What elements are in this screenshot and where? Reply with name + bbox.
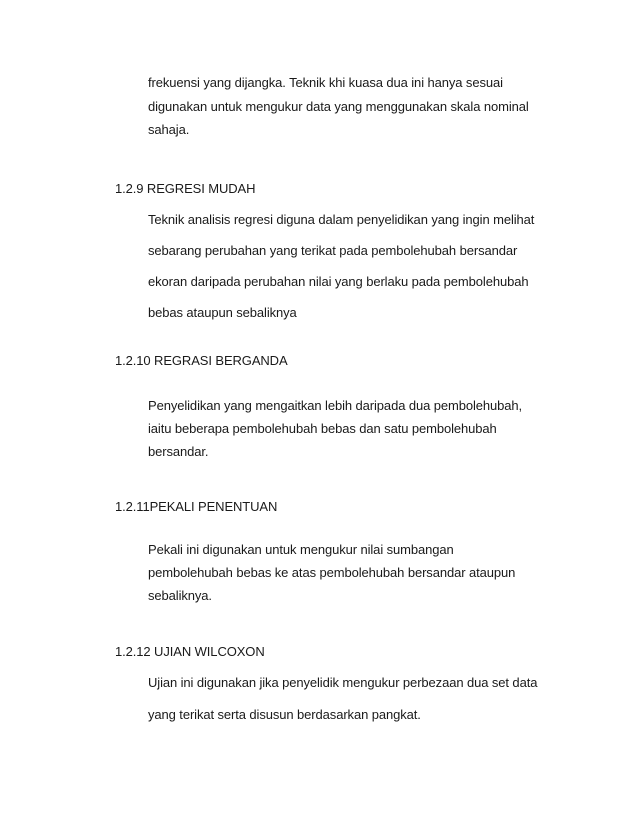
section-heading-regrasi-berganda: 1.2.10 REGRASI BERGANDA xyxy=(115,353,288,368)
pekali-penentuan-line-2: pembolehubah bebas ke atas pembolehubah bersandar ataupun xyxy=(148,565,516,580)
section-heading-regresi-mudah: 1.2.9 REGRESI MUDAH xyxy=(115,181,256,196)
regresi-mudah-line-1: Teknik analisis regresi diguna dalam penyelidikan yang ingin melihat xyxy=(148,212,535,227)
regrasi-berganda-line-1: Penyelidikan yang mengaitkan lebih daripada dua pembolehubah, xyxy=(148,398,523,413)
intro-line-3: sahaja. xyxy=(148,122,190,137)
intro-line-1: frekuensi yang dijangka. Teknik khi kuasa dua ini hanya sesuai xyxy=(148,75,503,90)
pekali-penentuan-line-1: Pekali ini digunakan untuk mengukur nilai sumbangan xyxy=(148,542,454,557)
regresi-mudah-line-4: bebas ataupun sebaliknya xyxy=(148,305,297,320)
section-heading-ujian-wilcoxon: 1.2.12 UJIAN WILCOXON xyxy=(115,644,265,659)
intro-line-2: digunakan untuk mengukur data yang menggunakan skala nominal xyxy=(148,99,529,114)
regresi-mudah-line-3: ekoran daripada perubahan nilai yang berlaku pada pembolehubah xyxy=(148,274,529,289)
regrasi-berganda-line-2: iaitu beberapa pembolehubah bebas dan satu pembolehubah xyxy=(148,421,497,436)
ujian-wilcoxon-line-1: Ujian ini digunakan jika penyelidik mengukur perbezaan dua set data xyxy=(148,675,538,690)
regrasi-berganda-line-3: bersandar. xyxy=(148,444,209,459)
section-heading-pekali-penentuan: 1.2.11PEKALI PENENTUAN xyxy=(115,499,278,514)
ujian-wilcoxon-line-2: yang terikat serta disusun berdasarkan pangkat. xyxy=(148,707,421,722)
regresi-mudah-line-2: sebarang perubahan yang terikat pada pembolehubah bersandar xyxy=(148,243,518,258)
pekali-penentuan-line-3: sebaliknya. xyxy=(148,588,212,603)
